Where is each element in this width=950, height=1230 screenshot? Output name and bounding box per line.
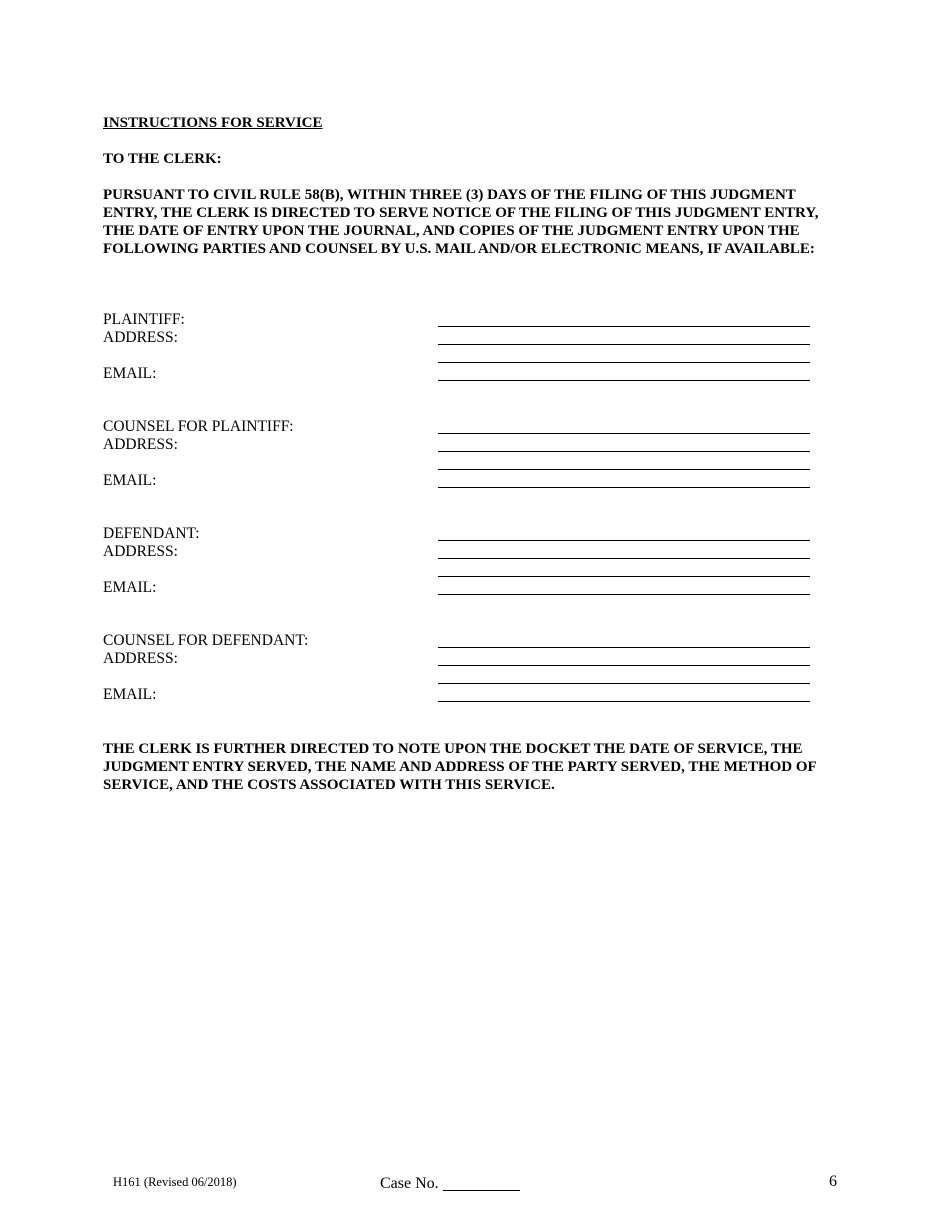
closing-paragraph: THE CLERK IS FURTHER DIRECTED TO NOTE UPON THE DOCKET THE DATE OF SERVICE, THE JUDGMENT ENTRY SERVED, THE NAME AND ADDRESS OF THE PARTY SERVED, THE METHOD OF SERVICE, AND THE COSTS ASSOCIATED WITH THIS SERVICE. [103, 741, 817, 793]
counsel-defendant-address-line-2[interactable] [438, 683, 810, 684]
counsel-defendant-address-line-1[interactable] [438, 665, 810, 666]
counsel-defendant-label: COUNSEL FOR DEFENDANT: [103, 632, 309, 649]
defendant-address-line-1[interactable] [438, 558, 810, 559]
plaintiff-label: PLAINTIFF: [103, 311, 185, 328]
counsel-defendant-address-label: ADDRESS: [103, 650, 178, 667]
defendant-label: DEFENDANT: [103, 525, 200, 542]
instruction-paragraph: PURSUANT TO CIVIL RULE 58(B), WITHIN THREE (3) DAYS OF THE FILING OF THIS JUDGMENT ENTRY, THE CLERK IS DIRECTED TO SERVE NOTICE OF THE FILING OF THIS JUDGMENT ENTRY, THE DATE OF ENTRY UPON THE JOURNAL, AND COPIES OF THE JUDGMENT ENTRY UPON THE FOLLOWING PARTIES AND COUNSEL BY U.S. MAIL AND/OR ELECTRONIC MEANS, IF AVAILABLE: [103, 187, 819, 257]
plaintiff-email-line[interactable] [438, 380, 810, 381]
counsel-plaintiff-label: COUNSEL FOR PLAINTIFF: [103, 418, 294, 435]
counsel-plaintiff-address-line-2[interactable] [438, 469, 810, 470]
defendant-address-line-2[interactable] [438, 576, 810, 577]
case-no-line[interactable] [443, 1190, 520, 1191]
plaintiff-address-line-2[interactable] [438, 362, 810, 363]
case-no-label: Case No. [380, 1175, 439, 1192]
plaintiff-email-label: EMAIL: [103, 365, 157, 382]
page-heading: INSTRUCTIONS FOR SERVICE [103, 115, 323, 131]
case-number-field [380, 1175, 520, 1193]
counsel-plaintiff-name-line[interactable] [438, 433, 810, 434]
form-code: H161 (Revised 06/2018) [113, 1175, 237, 1189]
plaintiff-name-line[interactable] [438, 326, 810, 327]
counsel-plaintiff-address-line-1[interactable] [438, 451, 810, 452]
page-number: 6 [829, 1173, 837, 1190]
plaintiff-address-line-1[interactable] [438, 344, 810, 345]
defendant-name-line[interactable] [438, 540, 810, 541]
defendant-email-line[interactable] [438, 594, 810, 595]
counsel-plaintiff-email-label: EMAIL: [103, 472, 157, 489]
to-clerk-line: TO THE CLERK: [103, 151, 222, 167]
counsel-defendant-email-label: EMAIL: [103, 686, 157, 703]
counsel-plaintiff-address-label: ADDRESS: [103, 436, 178, 453]
counsel-defendant-name-line[interactable] [438, 647, 810, 648]
defendant-email-label: EMAIL: [103, 579, 157, 596]
plaintiff-address-label: ADDRESS: [103, 329, 178, 346]
counsel-defendant-email-line[interactable] [438, 701, 810, 702]
counsel-plaintiff-email-line[interactable] [438, 487, 810, 488]
defendant-address-label: ADDRESS: [103, 543, 178, 560]
